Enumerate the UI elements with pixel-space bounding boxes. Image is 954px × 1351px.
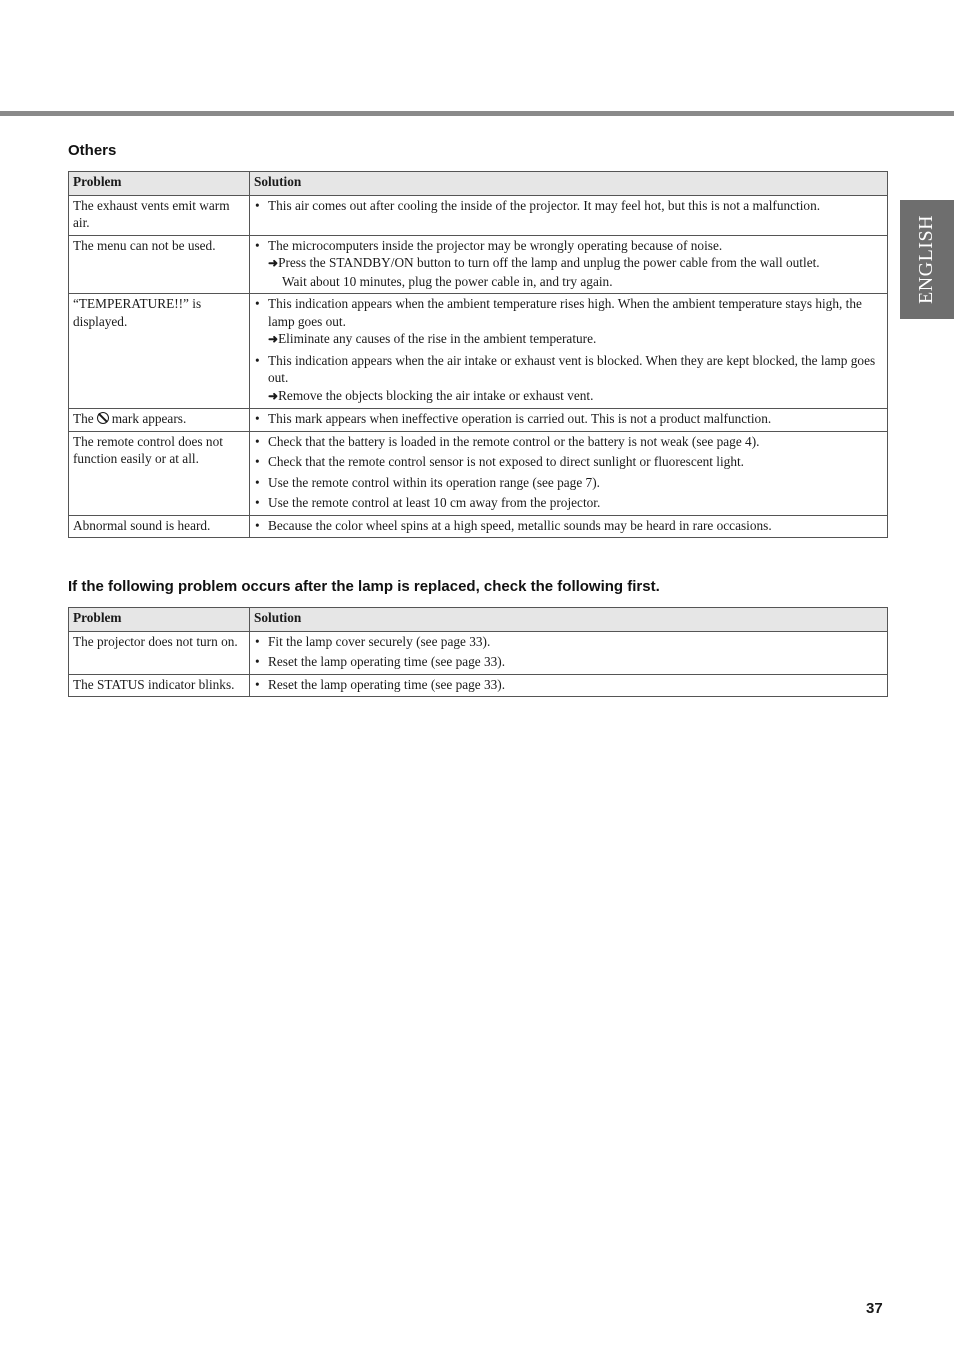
bullet-icon: •: [255, 433, 260, 449]
bullet-icon: •: [255, 197, 260, 213]
list-item: • This indication appears when the air intake or exhaust vent is blocked. When they are kept blocked, the lamp goes out. ➜Remove the objects blocking the air intake or exhaust vent.: [254, 352, 883, 406]
remedy-text: ➜Eliminate any causes of the rise in the ambient temperature.: [268, 330, 883, 349]
table-row: [69, 195, 888, 235]
table-row: [69, 294, 888, 409]
list-item: • Check that the battery is loaded in the remote control or the battery is not weak (see page 4).: [255, 433, 760, 449]
list-item: • Use the remote control at least 10 cm away from the projector.: [255, 495, 601, 510]
solution-cell: [250, 631, 888, 674]
arrow-right-icon: ➜: [268, 332, 279, 346]
lamp-replaced-heading: If the following problem occurs after the lamp is replaced, check the following first.: [68, 578, 660, 595]
language-tab-label: ENGLISH: [915, 214, 938, 305]
solution-column-header: Solution: [250, 172, 888, 196]
table-row: [69, 409, 888, 432]
problem-column-header: Problem: [69, 172, 250, 196]
bullet-icon: •: [255, 296, 260, 311]
top-rule: [0, 111, 954, 116]
others-table: [68, 171, 888, 538]
table-row: [69, 631, 888, 674]
prohibited-mark-icon: [97, 412, 109, 424]
table-row: [69, 235, 888, 294]
solution-cell: [250, 195, 888, 235]
solution-cell: [250, 294, 888, 409]
problem-cell: Abnormal sound is heard.: [69, 515, 250, 538]
table-header-row: [69, 172, 888, 196]
list-item: • Use the remote control within its operation range (see page 7).: [255, 474, 600, 490]
bullet-icon: •: [255, 654, 260, 669]
bullet-icon: •: [255, 495, 260, 510]
arrow-right-icon: ➜: [268, 388, 279, 403]
list-item: • This indication appears when the ambient temperature rises high. When the ambient temperature stays high, the lamp goes out. ➜Eliminate any causes of the rise in the ambient temperature.: [254, 295, 883, 349]
problem-cell: The mark appears.: [69, 409, 250, 432]
list-item: • The microcomputers inside the projector may be wrongly operating because of noise. ➜Press the STANDBY/ON button to turn off the lamp and unplug the power cable from the wall outlet. Wait about 10 minutes, plug the power cable in, and try again.: [254, 237, 883, 291]
solution-cell: [250, 409, 888, 432]
problem-cell: The menu can not be used.: [69, 235, 250, 294]
arrow-right-icon: ➜: [268, 256, 279, 270]
problem-column-header: Problem: [69, 608, 250, 632]
lamp-table: [68, 607, 888, 697]
bullet-icon: •: [255, 411, 260, 426]
page-number: 37: [866, 1300, 883, 1317]
solution-cell: [250, 674, 888, 697]
bullet-icon: •: [255, 633, 260, 649]
remedy-continuation: Wait about 10 minutes, plug the power cable in, and try again.: [282, 273, 613, 289]
solution-column-header: Solution: [250, 608, 888, 632]
problem-cell: The projector does not turn on.: [69, 631, 250, 674]
bullet-icon: •: [255, 352, 260, 368]
problem-cell: The exhaust vents emit warm air.: [69, 195, 250, 235]
bullet-icon: •: [255, 454, 260, 469]
remedy-text: ➜Remove the objects blocking the air intake or exhaust vent.: [268, 387, 883, 406]
solution-cell: [250, 235, 888, 294]
table-row: [69, 515, 888, 538]
list-item: • Reset the lamp operating time (see page 33).: [255, 654, 506, 669]
table-row: [69, 431, 888, 515]
language-tab: [900, 200, 954, 319]
others-heading: Others: [68, 142, 117, 159]
bullet-icon: •: [255, 517, 260, 533]
table-header-row: [69, 608, 888, 632]
bullet-icon: •: [255, 676, 260, 692]
table-row: [69, 674, 888, 697]
list-item: • Check that the remote control sensor is not exposed to direct sunlight or fluorescent light.: [255, 454, 744, 469]
problem-cell: The STATUS indicator blinks.: [69, 674, 250, 697]
list-item: • Because the color wheel spins at a high speed, metallic sounds may be heard in rare occasions.: [255, 517, 772, 533]
list-item: • This mark appears when ineffective operation is carried out. This is not a product malfunction.: [255, 411, 772, 426]
solution-cell: [250, 515, 888, 538]
problem-cell: “TEMPERATURE!!” is displayed.: [69, 294, 250, 409]
remedy-text: ➜Press the STANDBY/ON button to turn off the lamp and unplug the power cable from the wall outlet.: [268, 254, 883, 273]
solution-cell: [250, 431, 888, 515]
list-item: • This air comes out after cooling the inside of the projector. It may feel hot, but this is not a malfunction.: [255, 197, 821, 213]
bullet-icon: •: [255, 474, 260, 490]
list-item: • Reset the lamp operating time (see page 33).: [255, 676, 506, 692]
list-item: • Fit the lamp cover securely (see page 33).: [255, 633, 491, 649]
problem-cell: The remote control does not function easily or at all.: [69, 431, 250, 515]
bullet-icon: •: [255, 237, 260, 253]
